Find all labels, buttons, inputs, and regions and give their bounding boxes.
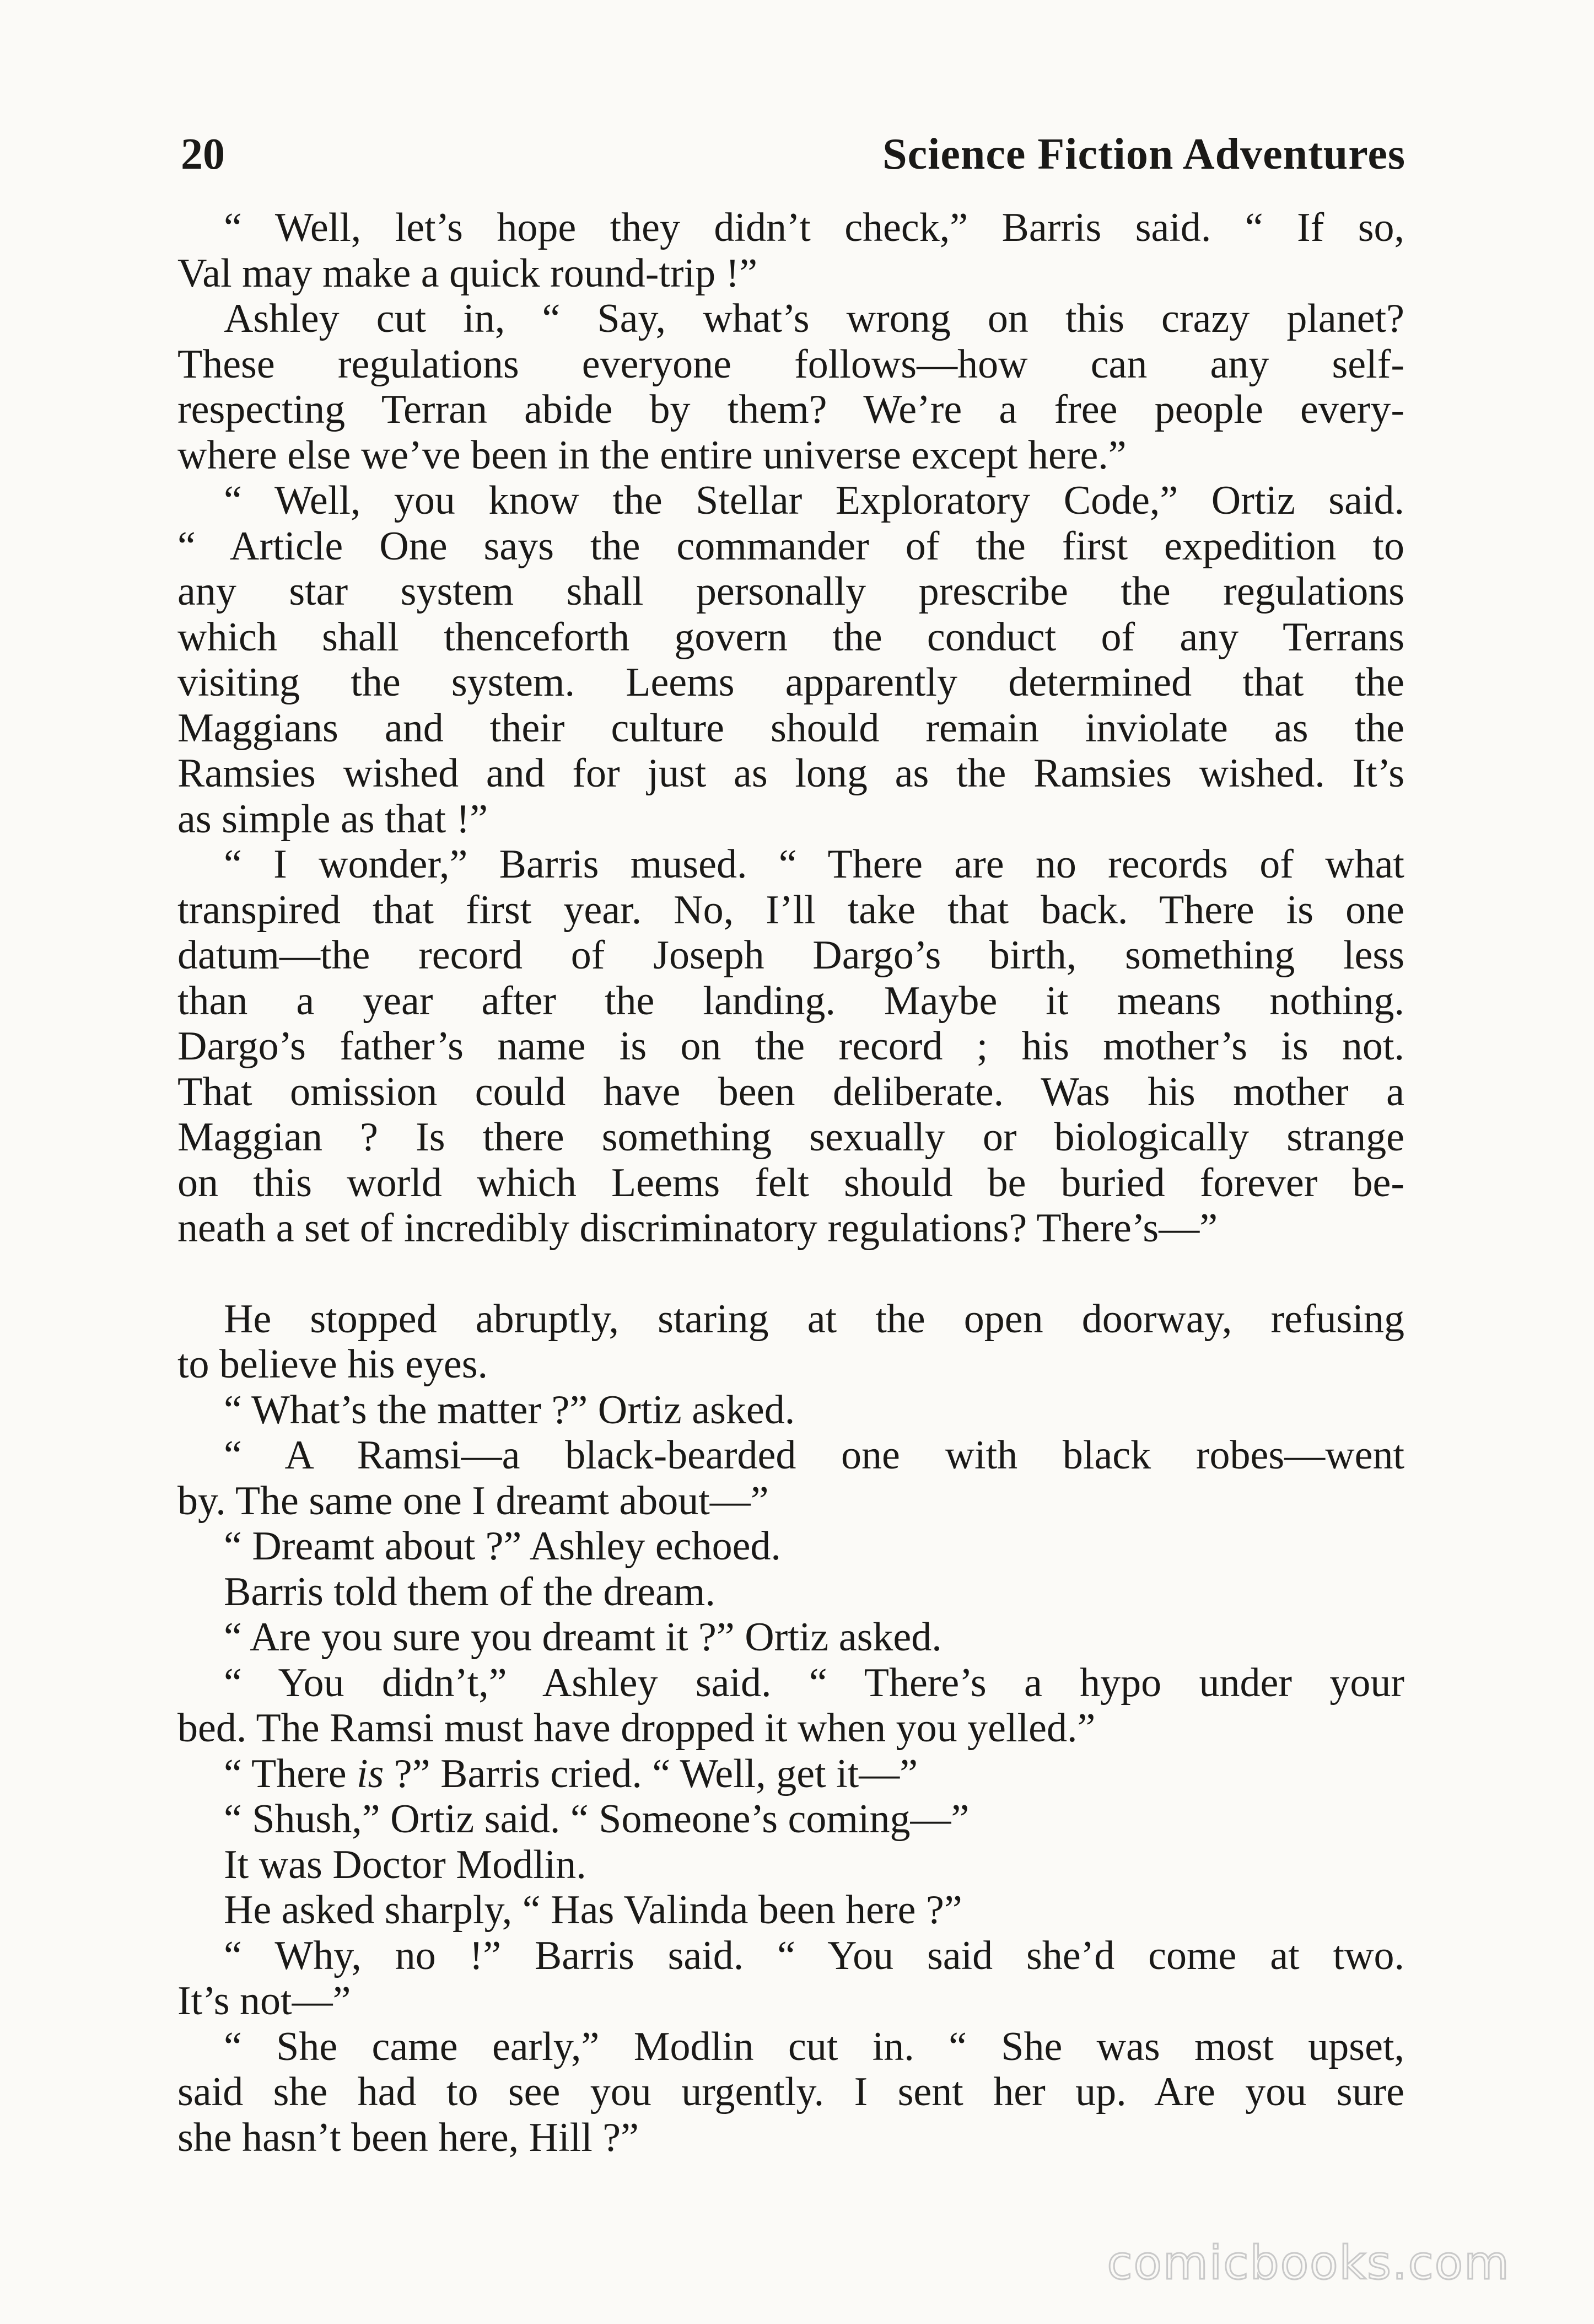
text-line: said she had to see you urgently. I sent her up. Are you sure [177,2069,1404,2115]
text-line: “ Well, let’s hope they didn’t check,” Barris said. “ If so, [224,205,1404,250]
text-line: respecting Terran abide by them? We’re a free people every- [177,387,1404,432]
text-line: neath a set of incredibly discriminatory regulations? There’s—” [177,1206,1218,1251]
text-line: Barris told them of the dream. [224,1569,715,1615]
text-line: These regulations everyone follows—how can any self- [177,341,1404,387]
text-line: It’s not—” [177,1978,351,2024]
text-line: He stopped abruptly, staring at the open doorway, refusing [224,1296,1404,1342]
text-line: “ Shush,” Ortiz said. “ Someone’s coming—” [224,1796,970,1842]
text-line: “ Article One says the commander of the first expedition to [177,523,1404,569]
text-line: Maggian ? Is there something sexually or biologically strange [177,1115,1404,1160]
text-line: Ashley cut in, “ Say, what’s wrong on this crazy planet? [224,296,1404,341]
text-line: bed. The Ramsi must have dropped it when you yelled.” [177,1706,1096,1751]
text-line: Dargo’s father’s name is on the record ; his mother’s is not. [177,1024,1404,1069]
text-line: Val may make a quick round-trip !” [177,250,758,296]
text-line: “ A Ramsi—a black-bearded one with black robes—went [224,1433,1404,1478]
text-line: It was Doctor Modlin. [224,1842,586,1887]
text-line: “ You didn’t,” Ashley said. “ There’s a hypo under your [224,1660,1404,1706]
text-line: “ Well, you know the Stellar Exploratory Code,” Ortiz said. [224,478,1404,523]
text-line: “ I wonder,” Barris mused. “ There are no records of what [224,842,1404,887]
text-line: Ramsies wished and for just as long as the Ramsies wished. It’s [177,751,1404,796]
text-line: any star system shall personally prescribe the regulations [177,569,1404,614]
text-line: “ Dreamt about ?” Ashley echoed. [224,1524,781,1569]
story-text [177,205,1404,2160]
text-line: Maggians and their culture should remain inviolate as the [177,705,1404,751]
text-line: on this world which Leems felt should be buried forever be- [177,1160,1404,1206]
text-line: as simple as that !” [177,796,488,842]
page-number: 20 [181,130,225,179]
text-line: than a year after the landing. Maybe it means nothing. [177,978,1404,1024]
text-line: visiting the system. Leems apparently determined that the [177,660,1404,705]
running-title: Science Fiction Adventures [882,130,1405,179]
text-line: “ Are you sure you dreamt it ?” Ortiz asked. [224,1615,942,1660]
text-line: which shall thenceforth govern the conduct of any Terrans [177,614,1404,660]
text-line: transpired that first year. No, I’ll take that back. There is one [177,887,1404,933]
text-line: to believe his eyes. [177,1342,488,1387]
text-line: “ She came early,” Modlin cut in. “ She was most upset, [224,2024,1404,2069]
text-line: That omission could have been deliberate. Was his mother a [177,1069,1404,1115]
page-header [181,124,1405,185]
text-line: “ Why, no !” Barris said. “ You said she’d come at two. [224,1933,1404,1978]
text-line: she hasn’t been here, Hill ?” [177,2115,639,2160]
section-break [177,1251,1404,1297]
watermark-logo: comicbooks.com [1107,2236,1510,2290]
text-line: “ There is ?” Barris cried. “ Well, get it—” [224,1751,918,1796]
text-line: He asked sharply, “ Has Valinda been here ?” [224,1887,962,1933]
text-line: “ What’s the matter ?” Ortiz asked. [224,1387,795,1433]
text-line: by. The same one I dreamt about—” [177,1478,769,1524]
text-line: datum—the record of Joseph Dargo’s birth, something less [177,933,1404,978]
text-line: where else we’ve been in the entire universe except here.” [177,432,1127,478]
